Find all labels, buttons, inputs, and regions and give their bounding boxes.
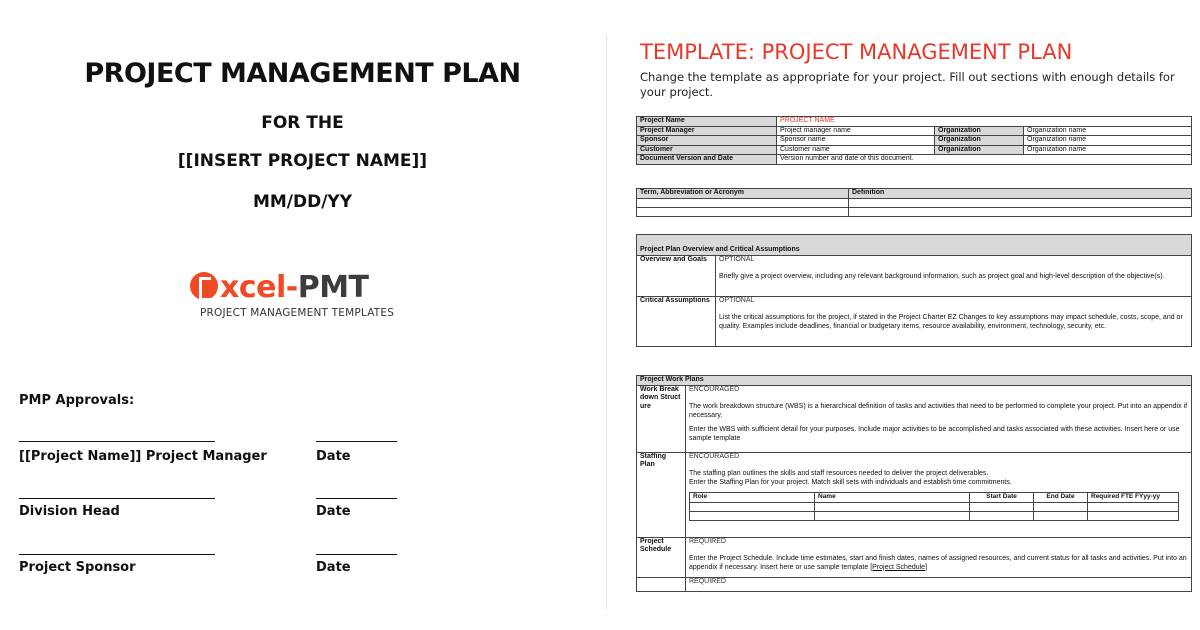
org-label: Organization xyxy=(935,126,1024,136)
table-cell[interactable] xyxy=(1034,502,1088,511)
work-plans-table xyxy=(636,375,1192,592)
table-cell[interactable] xyxy=(1088,502,1179,511)
date-line xyxy=(316,498,397,499)
required-tag: REQUIRED xyxy=(689,577,726,585)
date-line xyxy=(316,554,397,555)
encouraged-tag: ENCOURAGED xyxy=(689,385,740,393)
last-row-content[interactable] xyxy=(686,577,1192,591)
staff-col-end: End Date xyxy=(1034,493,1088,503)
logo-e-icon xyxy=(190,272,218,300)
staffing-text-1: The staffing plan outlines the skills and staff resources needed to deliver the project deliverables. xyxy=(689,470,989,477)
required-tag: REQUIRED xyxy=(689,537,726,545)
row-value[interactable]: Customer name xyxy=(777,145,935,155)
logo-text-dark: PMT xyxy=(297,270,369,305)
row-label: Sponsor xyxy=(637,136,777,146)
staff-col-role: Role xyxy=(690,493,815,503)
schedule-text: Enter the Project Schedule. Include time estimates, start and finish dates, names of assigned resources, and current status for all tasks and activities. Put into an appendix if necessary. Insert here or use sample template xyxy=(689,555,1187,571)
excel-pmt-logo xyxy=(190,272,405,327)
staffing-text-2: Enter the Staffing Plan for your project. Match skill sets with individuals and establish time commitments. xyxy=(689,478,1012,486)
staff-col-name: Name xyxy=(815,493,970,503)
optional-tag: OPTIONAL xyxy=(719,296,755,304)
table-row xyxy=(637,126,1192,136)
wbs-content[interactable] xyxy=(686,385,1192,452)
project-info-table xyxy=(636,116,1192,165)
signature-date-label: Date xyxy=(316,449,351,464)
overview-header: Project Plan Overview and Critical Assumptions xyxy=(637,235,1192,256)
signature-role: [[Project Name]] Project Manager xyxy=(19,449,267,464)
schedule-content[interactable] xyxy=(686,537,1192,577)
signature-role: Project Sponsor xyxy=(19,560,136,575)
signature-role: Division Head xyxy=(19,504,120,519)
overview-text: Briefly give a project overview, including any relevant background information, such as project goal and high-level description of the objective(s). xyxy=(719,273,1165,280)
table-row xyxy=(637,145,1192,155)
signature-line xyxy=(19,498,215,499)
table-row xyxy=(637,385,1192,452)
table-row xyxy=(637,537,1192,577)
org-value[interactable]: Organization name xyxy=(1024,136,1192,146)
assumptions-text: List the critical assumptions for the project, if stated in the Project Charter EZ Changes to key assumptions may impact schedule, costs, scope, and or quality. Examples include deadlines, financial or budgetary items, resource availability, environment, technology, security, etc. xyxy=(719,314,1183,330)
row-label: Project Manager xyxy=(637,126,777,136)
table-row xyxy=(637,452,1192,537)
approvals-label: PMP Approvals: xyxy=(19,393,135,408)
cover-for-the: FOR THE xyxy=(261,113,344,133)
project-name-value[interactable]: PROJECT NAME xyxy=(777,117,1192,127)
table-row xyxy=(637,155,1192,165)
org-label: Organization xyxy=(935,145,1024,155)
doc-version-label: Document Version and Date xyxy=(637,155,777,165)
table-cell[interactable] xyxy=(849,207,1192,216)
date-line xyxy=(316,441,397,442)
table-cell[interactable] xyxy=(1034,511,1088,520)
signature-line xyxy=(19,441,215,442)
wbs-label: Work Breakdown Structure xyxy=(637,385,686,452)
table-cell[interactable] xyxy=(849,198,1192,207)
project-name-label: Project Name xyxy=(637,117,777,127)
wbs-text-2: Enter the WBS with sufficient detail for your purposes. Include major activities to be accomplished and tasks associated with these activities. Insert here or use sample template xyxy=(689,426,1180,442)
terms-header-col1: Term, Abbreviation or Acronym xyxy=(637,189,849,199)
assumptions-content[interactable] xyxy=(716,296,1192,346)
wbs-text-1: The work breakdown structure (WBS) is a hierarchical definition of tasks and activities that need to be performed to complete your project. Put into an appendix if necessary. xyxy=(689,403,1188,419)
table-row xyxy=(637,198,1192,207)
page-divider xyxy=(606,35,607,610)
staffing-inner-table xyxy=(689,492,1179,521)
table-cell[interactable] xyxy=(815,502,970,511)
staffing-content[interactable] xyxy=(686,452,1192,537)
table-cell[interactable] xyxy=(690,502,815,511)
logo-subtitle: PROJECT MANAGEMENT TEMPLATES xyxy=(200,307,395,319)
staff-col-start: Start Date xyxy=(970,493,1034,503)
terms-header-col2: Definition xyxy=(849,189,1192,199)
staffing-label: Staffing Plan xyxy=(637,452,686,537)
row-value[interactable]: Project manager name xyxy=(777,126,935,136)
table-row xyxy=(637,577,1192,591)
schedule-label: Project Schedule xyxy=(637,537,686,577)
doc-version-value[interactable]: Version number and date of this document. xyxy=(777,155,1192,165)
template-title: TEMPLATE: PROJECT MANAGEMENT PLAN xyxy=(640,40,1073,64)
work-plans-header: Project Work Plans xyxy=(637,376,1192,386)
table-cell[interactable] xyxy=(970,511,1034,520)
cover-title: PROJECT MANAGEMENT PLAN xyxy=(84,58,521,89)
signature-date-label: Date xyxy=(316,560,351,575)
project-schedule-link[interactable]: [Project Schedule] xyxy=(870,563,928,571)
row-value[interactable]: Sponsor name xyxy=(777,136,935,146)
template-subtitle: Change the template as appropriate for your project. Fill out sections with enough details for your project. xyxy=(640,70,1175,99)
org-label: Organization xyxy=(935,136,1024,146)
signature-line xyxy=(19,554,215,555)
optional-tag: OPTIONAL xyxy=(719,255,755,263)
table-cell[interactable] xyxy=(1088,511,1179,520)
table-row xyxy=(637,136,1192,146)
table-cell[interactable] xyxy=(690,511,815,520)
org-value[interactable]: Organization name xyxy=(1024,145,1192,155)
signature-date-label: Date xyxy=(316,504,351,519)
overview-table xyxy=(636,234,1192,347)
overview-label: Overview and Goals xyxy=(637,255,716,296)
table-cell[interactable] xyxy=(637,198,849,207)
org-value[interactable]: Organization name xyxy=(1024,126,1192,136)
table-row xyxy=(690,511,1179,520)
terms-table xyxy=(636,188,1192,217)
table-cell xyxy=(637,577,686,591)
cover-date: MM/DD/YY xyxy=(252,192,353,212)
table-row xyxy=(690,502,1179,511)
table-row xyxy=(637,255,1192,296)
staff-col-fte: Required FTE FYyy-yy xyxy=(1088,493,1179,503)
table-cell[interactable] xyxy=(815,511,970,520)
table-cell[interactable] xyxy=(637,207,849,216)
table-row xyxy=(637,296,1192,346)
table-row xyxy=(637,207,1192,216)
row-label: Customer xyxy=(637,145,777,155)
overview-content[interactable] xyxy=(716,255,1192,296)
logo-text-red: xcel- xyxy=(220,270,298,305)
assumptions-label: Critical Assumptions xyxy=(637,296,716,346)
cover-project-name: [[INSERT PROJECT NAME]] xyxy=(177,151,428,171)
table-cell[interactable] xyxy=(970,502,1034,511)
encouraged-tag: ENCOURAGED xyxy=(689,452,740,460)
